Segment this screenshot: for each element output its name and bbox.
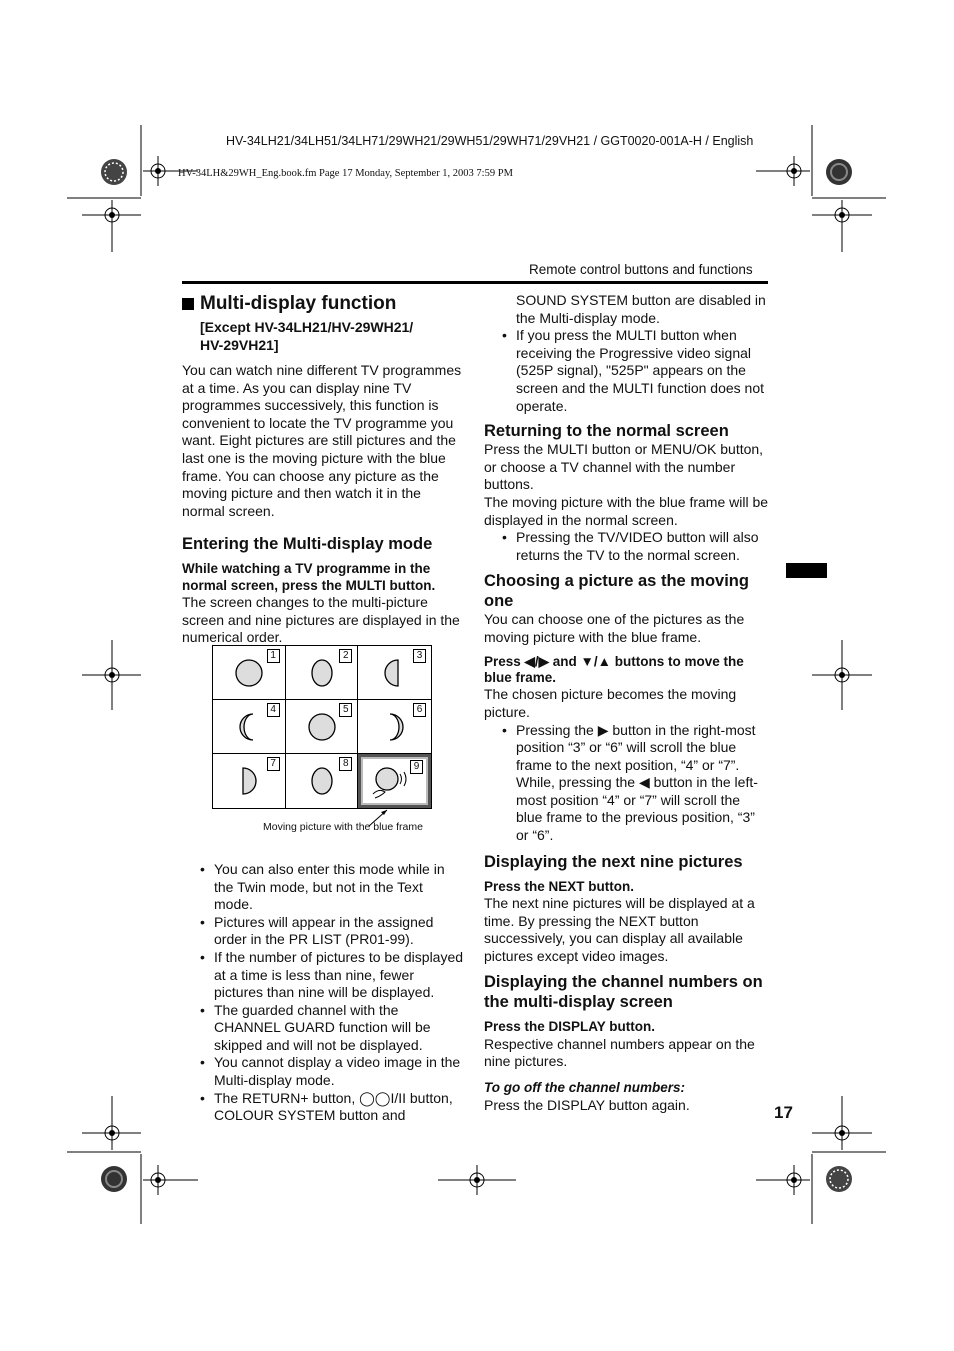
next-instruction: Press the NEXT button. xyxy=(484,878,635,894)
cell-number: 3 xyxy=(413,649,426,663)
header-models: HV-34LH21/34LH51/34LH71/29WH21/29WH51/29WH71/29VH21 / GGT0020-001A-H / English xyxy=(226,134,754,148)
entering-text: The screen changes to the multi-picture screen and nine pictures are displayed in the numerical order. xyxy=(182,594,460,646)
list-item: • Pressing the ▶ button in the right-most position “3” or “6” will scroll the blue frame to the next position, “4” or “7”. While, pressing the ◀ button in the left-most position “4” or “7” will scroll the blue frame to the previous position, “3” or “6”. xyxy=(484,722,770,845)
cell-number: 8 xyxy=(339,757,352,771)
choosing-heading: Choosing a picture as the moving one xyxy=(484,572,749,611)
section-label: Remote control buttons and functions xyxy=(529,262,753,277)
model-exception-line-2: HV-29VH21] xyxy=(200,337,279,353)
model-exception-line-1: [Except HV-34LH21/HV-29WH21/ xyxy=(200,319,414,335)
list-item: • If you press the MULTI button when receiving the Progressive video signal (525P signal), "525P" appears on the screen and the MULTI function does not operate. xyxy=(484,327,770,415)
book-file-info: HV-34LH&29WH_Eng.book.fm Page 17 Monday, September 1, 2003 7:59 PM xyxy=(178,168,513,179)
note-label: To go off the channel numbers: xyxy=(484,1080,686,1096)
intro-paragraph: You can watch nine different TV programmes at a time. As you can display nine TV programmes successively, this function is convenient to locate the TV programme you want. Eight pictures are still pictures and the last one is the moving picture with the blue frame. You can choose any picture as the moving picture and then watch it in the normal screen. xyxy=(182,362,462,519)
section-title-text: Multi-display function xyxy=(200,293,397,314)
cell-number: 1 xyxy=(267,649,280,663)
page-number: 17 xyxy=(774,1103,793,1122)
returning-text-1: Press the MULTI button or MENU/OK button, or choose a TV channel with the number buttons. xyxy=(484,441,764,493)
note-text: Press the DISPLAY button again. xyxy=(484,1096,690,1113)
cell-number: 9 xyxy=(410,760,423,774)
choosing-notes-list xyxy=(484,722,770,845)
list-item: • You cannot display a video image in the Multi-display mode. xyxy=(182,1054,465,1089)
entering-instruction: While watching a TV programme in the normal screen, press the MULTI button. xyxy=(182,561,436,593)
right-column xyxy=(484,292,770,1114)
channel-text: Respective channel numbers appear on the nine pictures. xyxy=(484,1035,755,1070)
returning-heading: Returning to the normal screen xyxy=(484,422,729,441)
choosing-text-2: The chosen picture becomes the moving picture. xyxy=(484,686,737,720)
entering-heading: Entering the Multi-display mode xyxy=(182,535,433,554)
list-item: • If the number of pictures to be displayed at a time is less than nine, fewer pictures than nine will be displayed. xyxy=(182,949,465,1002)
returning-text-2: The moving picture with the blue frame will be displayed in the normal screen. xyxy=(484,493,769,528)
list-item: • Pressing the TV/VIDEO button will also returns the TV to the normal screen. xyxy=(484,529,770,564)
cell-number: 7 xyxy=(267,757,280,771)
figure-caption: Moving picture with the blue frame xyxy=(263,821,423,833)
list-item: • The guarded channel with the CHANNEL GUARD function will be skipped and will not be displayed. xyxy=(182,1002,465,1055)
multi-notes-list xyxy=(484,327,770,415)
channel-instruction: Press the DISPLAY button. xyxy=(484,1019,656,1035)
continued-text: SOUND SYSTEM button are disabled in the Multi-display mode. xyxy=(516,292,766,326)
choosing-instruction: Press ◀/▶ and ▼/▲ buttons to move the blue frame. xyxy=(484,653,744,685)
next-heading: Displaying the next nine pictures xyxy=(484,852,743,871)
list-item: • Pictures will appear in the assigned order in the PR LIST (PR01-99). xyxy=(182,914,465,949)
channel-heading: Displaying the channel numbers on the multi-display screen xyxy=(484,973,763,1012)
cell-number: 4 xyxy=(267,703,280,717)
choosing-text: You can choose one of the pictures as the moving picture with the blue frame. xyxy=(484,611,745,645)
list-item: • The RETURN+ button, ◯◯I/II button, COLOUR SYSTEM button and xyxy=(182,1090,465,1125)
list-item: • You can also enter this mode while in the Twin mode, but not in the Text mode. xyxy=(182,861,465,914)
cell-number: 5 xyxy=(339,703,352,717)
cell-number: 6 xyxy=(413,703,426,717)
returning-notes-list xyxy=(484,529,770,564)
cell-number: 2 xyxy=(339,649,352,663)
next-text: The next nine pictures will be displayed at a time. By pressing the NEXT button successively, you can display all available pictures except video images. xyxy=(484,895,755,964)
